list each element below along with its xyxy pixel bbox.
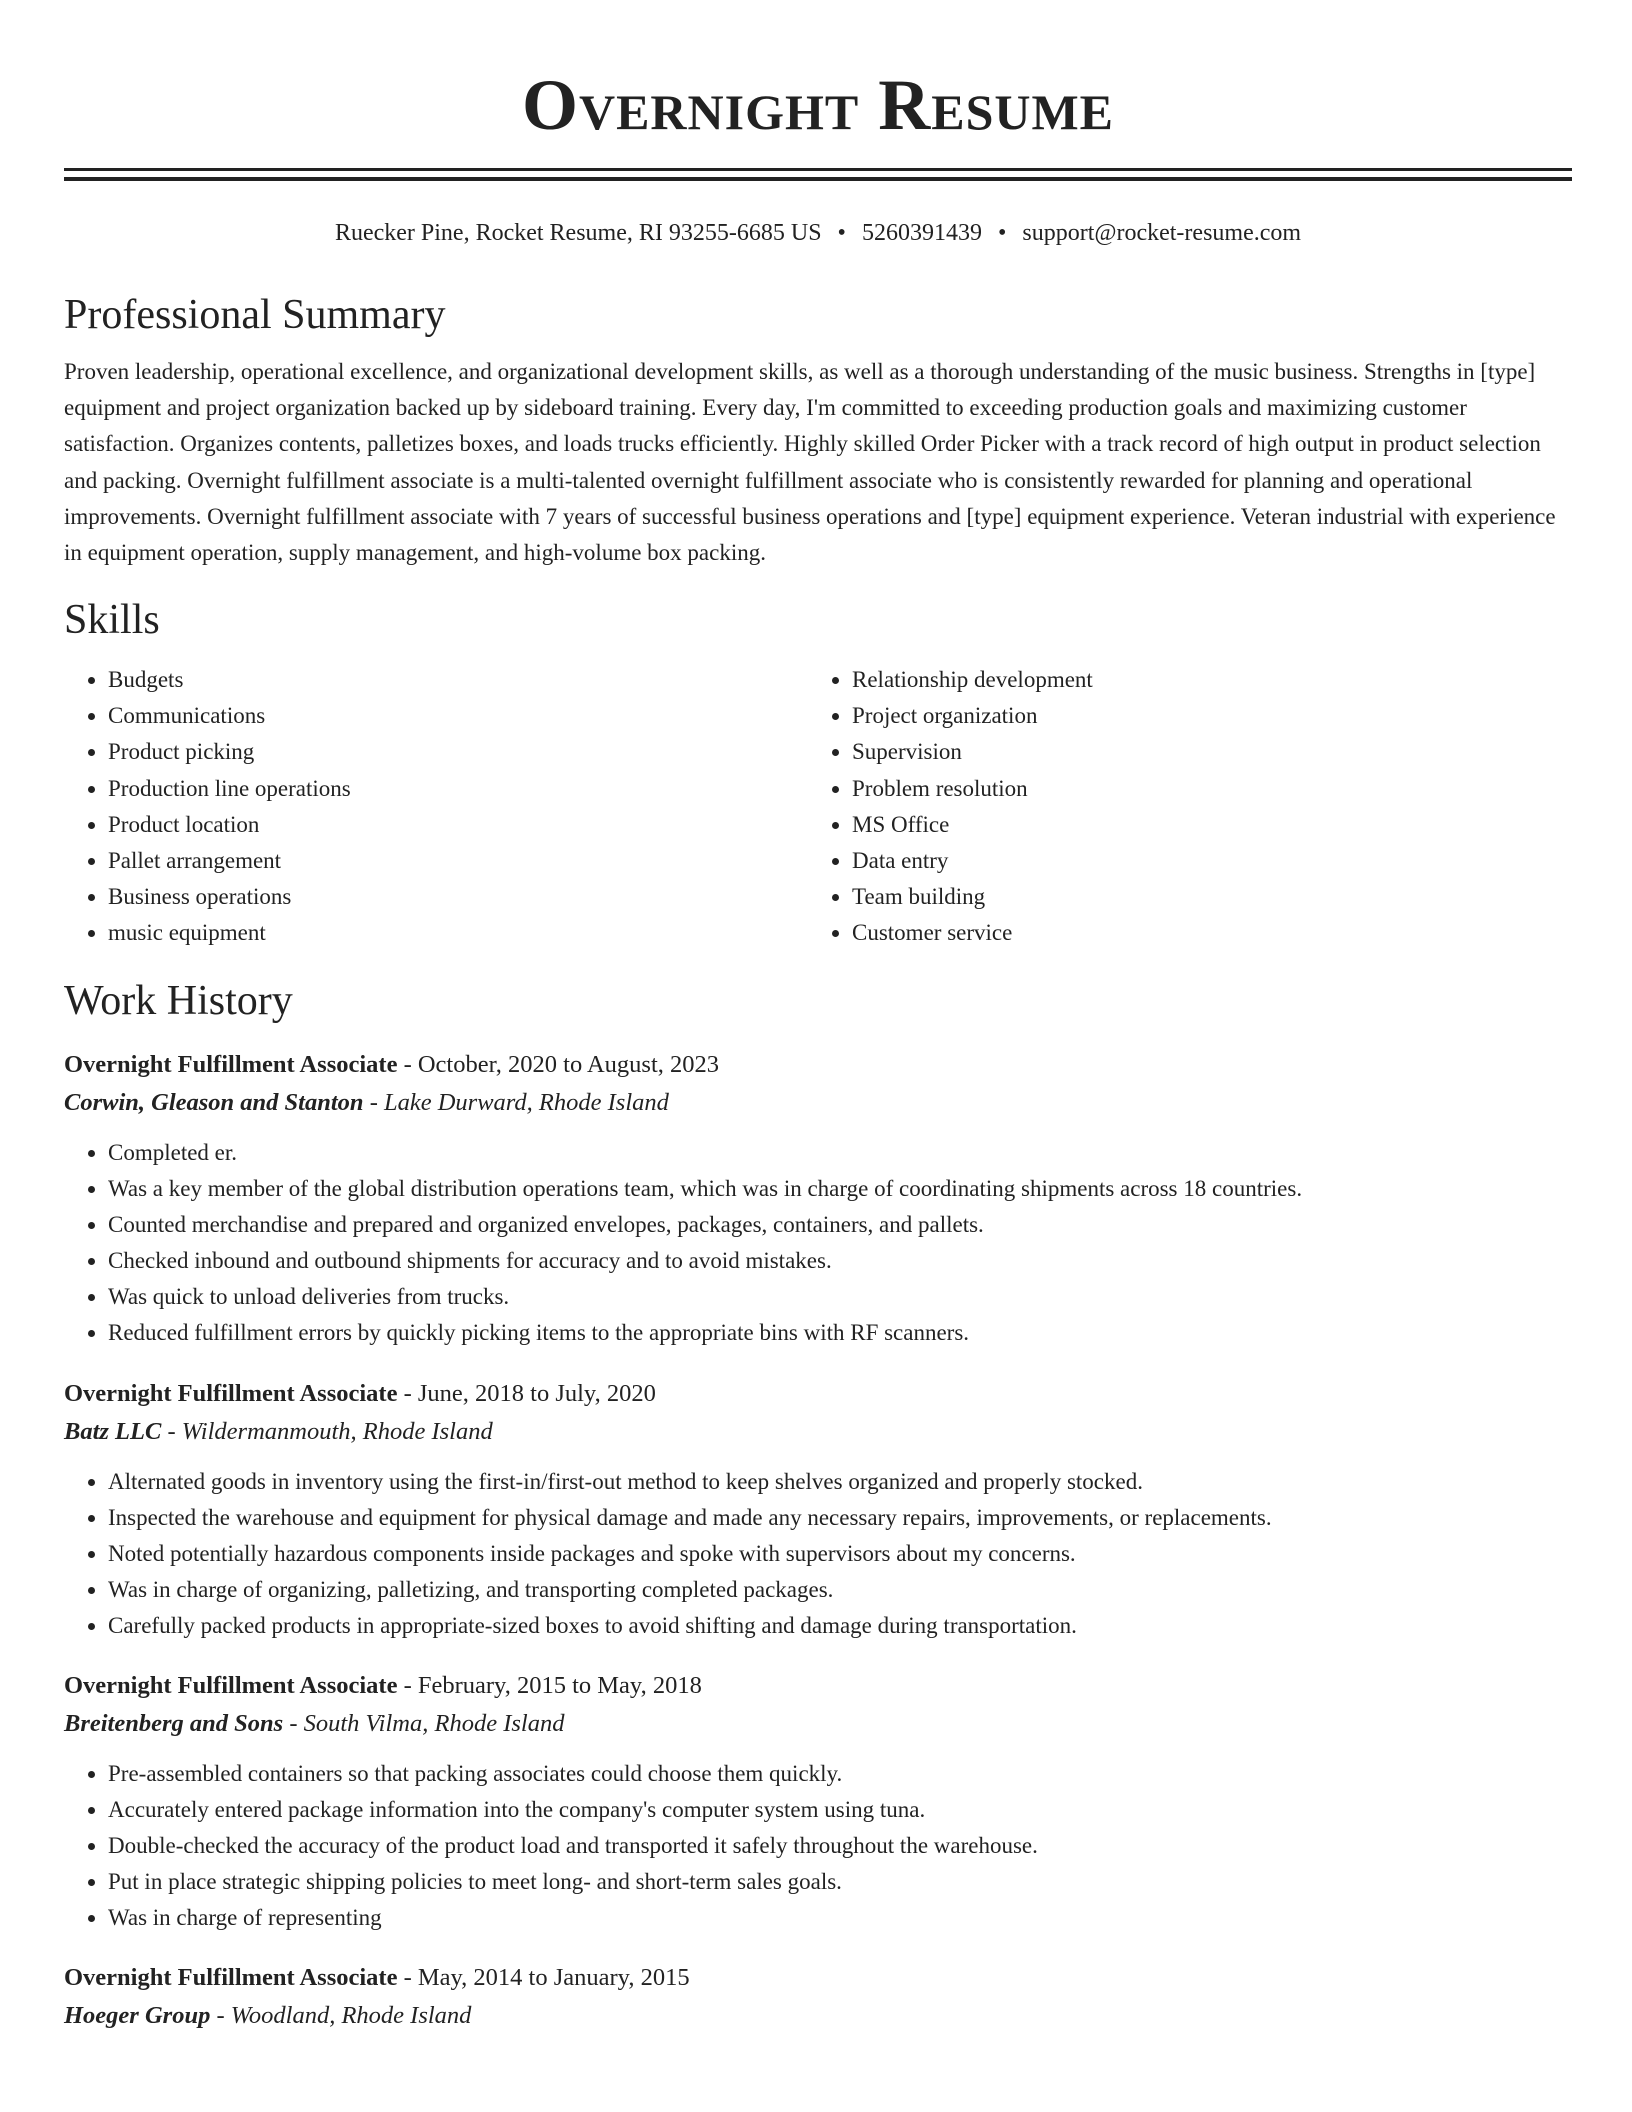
- skill-item: • Business operations: [108, 879, 808, 915]
- job-company: Batz LLC: [64, 1417, 162, 1445]
- job-title: Overnight Fulfillment Associate: [64, 1964, 398, 1992]
- job-employer: [64, 1705, 1572, 1743]
- skill-item: • Product picking: [108, 734, 808, 770]
- contact-separator: •: [837, 220, 846, 246]
- skills-column-right: [808, 662, 1552, 951]
- skill-item: • Budgets: [108, 662, 808, 698]
- skill-item: • Data entry: [852, 843, 1552, 879]
- contact-line: [64, 218, 1572, 248]
- resume-title: Overnight Resume: [521, 65, 1115, 145]
- summary-heading: Professional Summary: [64, 292, 446, 338]
- job-bullet: • Checked inbound and outbound shipments for accuracy and to avoid mistakes.: [108, 1243, 1572, 1279]
- job-company: Breitenberg and Sons: [64, 1710, 284, 1737]
- skill-item: • Project organization: [852, 698, 1552, 734]
- skills-list: [64, 662, 1572, 951]
- skill-item: • Supervision: [852, 734, 1552, 770]
- job-company: Hoeger Group: [64, 2002, 211, 2030]
- job-location: - Lake Durward, Rhode Island: [363, 1088, 669, 1116]
- job-entry: [64, 1666, 1572, 1936]
- job-bullet: • Carefully packed products in appropriate-sized boxes to avoid shifting and damage during transportation.: [108, 1608, 1572, 1644]
- job-location: - South Vilma, Rhode Island: [283, 1710, 565, 1737]
- skill-item: • Customer service: [852, 915, 1552, 951]
- work-history-heading: Work History: [64, 977, 293, 1024]
- skill-item: • Production line operations: [108, 771, 808, 807]
- skills-column-left: [64, 662, 808, 951]
- job-title: Overnight Fulfillment Associate: [64, 1050, 398, 1078]
- job-bullets: [64, 1464, 1572, 1644]
- job-bullet: • Was a key member of the global distribution operations team, which was in charge of coordinating shipments across 18 countries.: [108, 1171, 1572, 1207]
- skill-item: • Relationship development: [852, 662, 1552, 698]
- job-entry: [64, 1958, 1572, 2035]
- job-dates: - October, 2020 to August, 2023: [397, 1050, 720, 1078]
- job-header: [64, 1958, 1572, 1997]
- job-company: Corwin, Gleason and Stanton: [64, 1088, 364, 1116]
- job-bullets: [64, 1756, 1572, 1936]
- skill-item: • Pallet arrangement: [108, 843, 808, 879]
- job-header: [64, 1374, 1572, 1413]
- job-employer: [64, 1997, 1572, 2035]
- job-title: Overnight Fulfillment Associate: [64, 1672, 398, 1699]
- job-entry: [64, 1045, 1572, 1352]
- job-dates: - February, 2015 to May, 2018: [397, 1672, 702, 1699]
- job-location: - Wildermanmouth, Rhode Island: [161, 1417, 493, 1445]
- job-bullets: [64, 1135, 1572, 1352]
- job-employer: [64, 1413, 1572, 1451]
- contact-address: Ruecker Pine, Rocket Resume, RI 93255-6685 US: [334, 220, 822, 246]
- job-title: Overnight Fulfillment Associate: [64, 1379, 398, 1407]
- skill-item: • Communications: [108, 698, 808, 734]
- skill-item: • Team building: [852, 879, 1552, 915]
- contact-separator: •: [997, 220, 1007, 246]
- job-header: [64, 1666, 1572, 1705]
- skill-item: • Problem resolution: [852, 771, 1552, 807]
- job-dates: - May, 2014 to January, 2015: [397, 1964, 690, 1992]
- job-bullet: • Pre-assembled containers so that packing associates could choose them quickly.: [108, 1756, 1572, 1792]
- resume-page: [64, 0, 1572, 2035]
- skill-item: • music equipment: [108, 915, 808, 951]
- job-bullet: • Noted potentially hazardous components inside packages and spoke with supervisors about my concerns.: [108, 1536, 1572, 1572]
- job-bullet: • Reduced fulfillment errors by quickly picking items to the appropriate bins with RF scanners.: [108, 1315, 1572, 1351]
- job-bullet: • Accurately entered package information into the company's computer system using tuna.: [108, 1792, 1572, 1828]
- job-bullet: • Alternated goods in inventory using the first-in/first-out method to keep shelves organized and properly stocked.: [108, 1464, 1572, 1500]
- contact-email[interactable]: support@rocket-resume.com: [1022, 220, 1302, 246]
- job-dates: - June, 2018 to July, 2020: [397, 1379, 656, 1407]
- job-location: - Woodland, Rhode Island: [210, 2002, 472, 2030]
- job-bullet: • Was in charge of organizing, palletizing, and transporting completed packages.: [108, 1572, 1572, 1608]
- job-entry: [64, 1374, 1572, 1644]
- skills-heading: Skills: [64, 597, 160, 644]
- job-bullet: • Was quick to unload deliveries from trucks.: [108, 1279, 1572, 1315]
- job-bullet: • Inspected the warehouse and equipment for physical damage and made any necessary repairs, improvements, or replacements.: [108, 1500, 1572, 1536]
- job-header: [64, 1045, 1572, 1084]
- title-divider-bottom: [64, 177, 1572, 181]
- job-bullet: • Counted merchandise and prepared and organized envelopes, packages, containers, and pallets.: [108, 1207, 1572, 1243]
- contact-phone: 5260391439: [861, 220, 982, 246]
- skill-item: • MS Office: [852, 807, 1552, 843]
- job-bullet: • Double-checked the accuracy of the product load and transported it safely throughout the warehouse.: [108, 1828, 1572, 1864]
- summary-text: Proven leadership, operational excellence, and organizational development skills, as well as a thorough understanding of the music business. Strengths in [type] equipment and project organization backed up by sideboard training. Every day, I'm committed to exceeding production goals and maximizing customer satisfaction. Organizes contents, palletizes boxes, and loads trucks efficiently. Highly skilled Order Picker with a track record of high output in product selection and packing. Overnight fulfillment associate is a multi-talented overnight fulfillment associate who is consistently rewarded for planning and operational improvements. Overnight fulfillment associate with 7 years of successful business operations and [type] equipment experience. Veteran industrial with experience in equipment operation, supply management, and high-volume box packing.: [64, 359, 1556, 566]
- job-bullet: • Put in place strategic shipping policies to meet long- and short-term sales goals.: [108, 1864, 1572, 1900]
- job-employer: [64, 1084, 1572, 1122]
- job-bullet: • Was in charge of representing: [108, 1900, 1572, 1936]
- skill-item: • Product location: [108, 807, 808, 843]
- job-bullet: • Completed er.: [108, 1135, 1572, 1171]
